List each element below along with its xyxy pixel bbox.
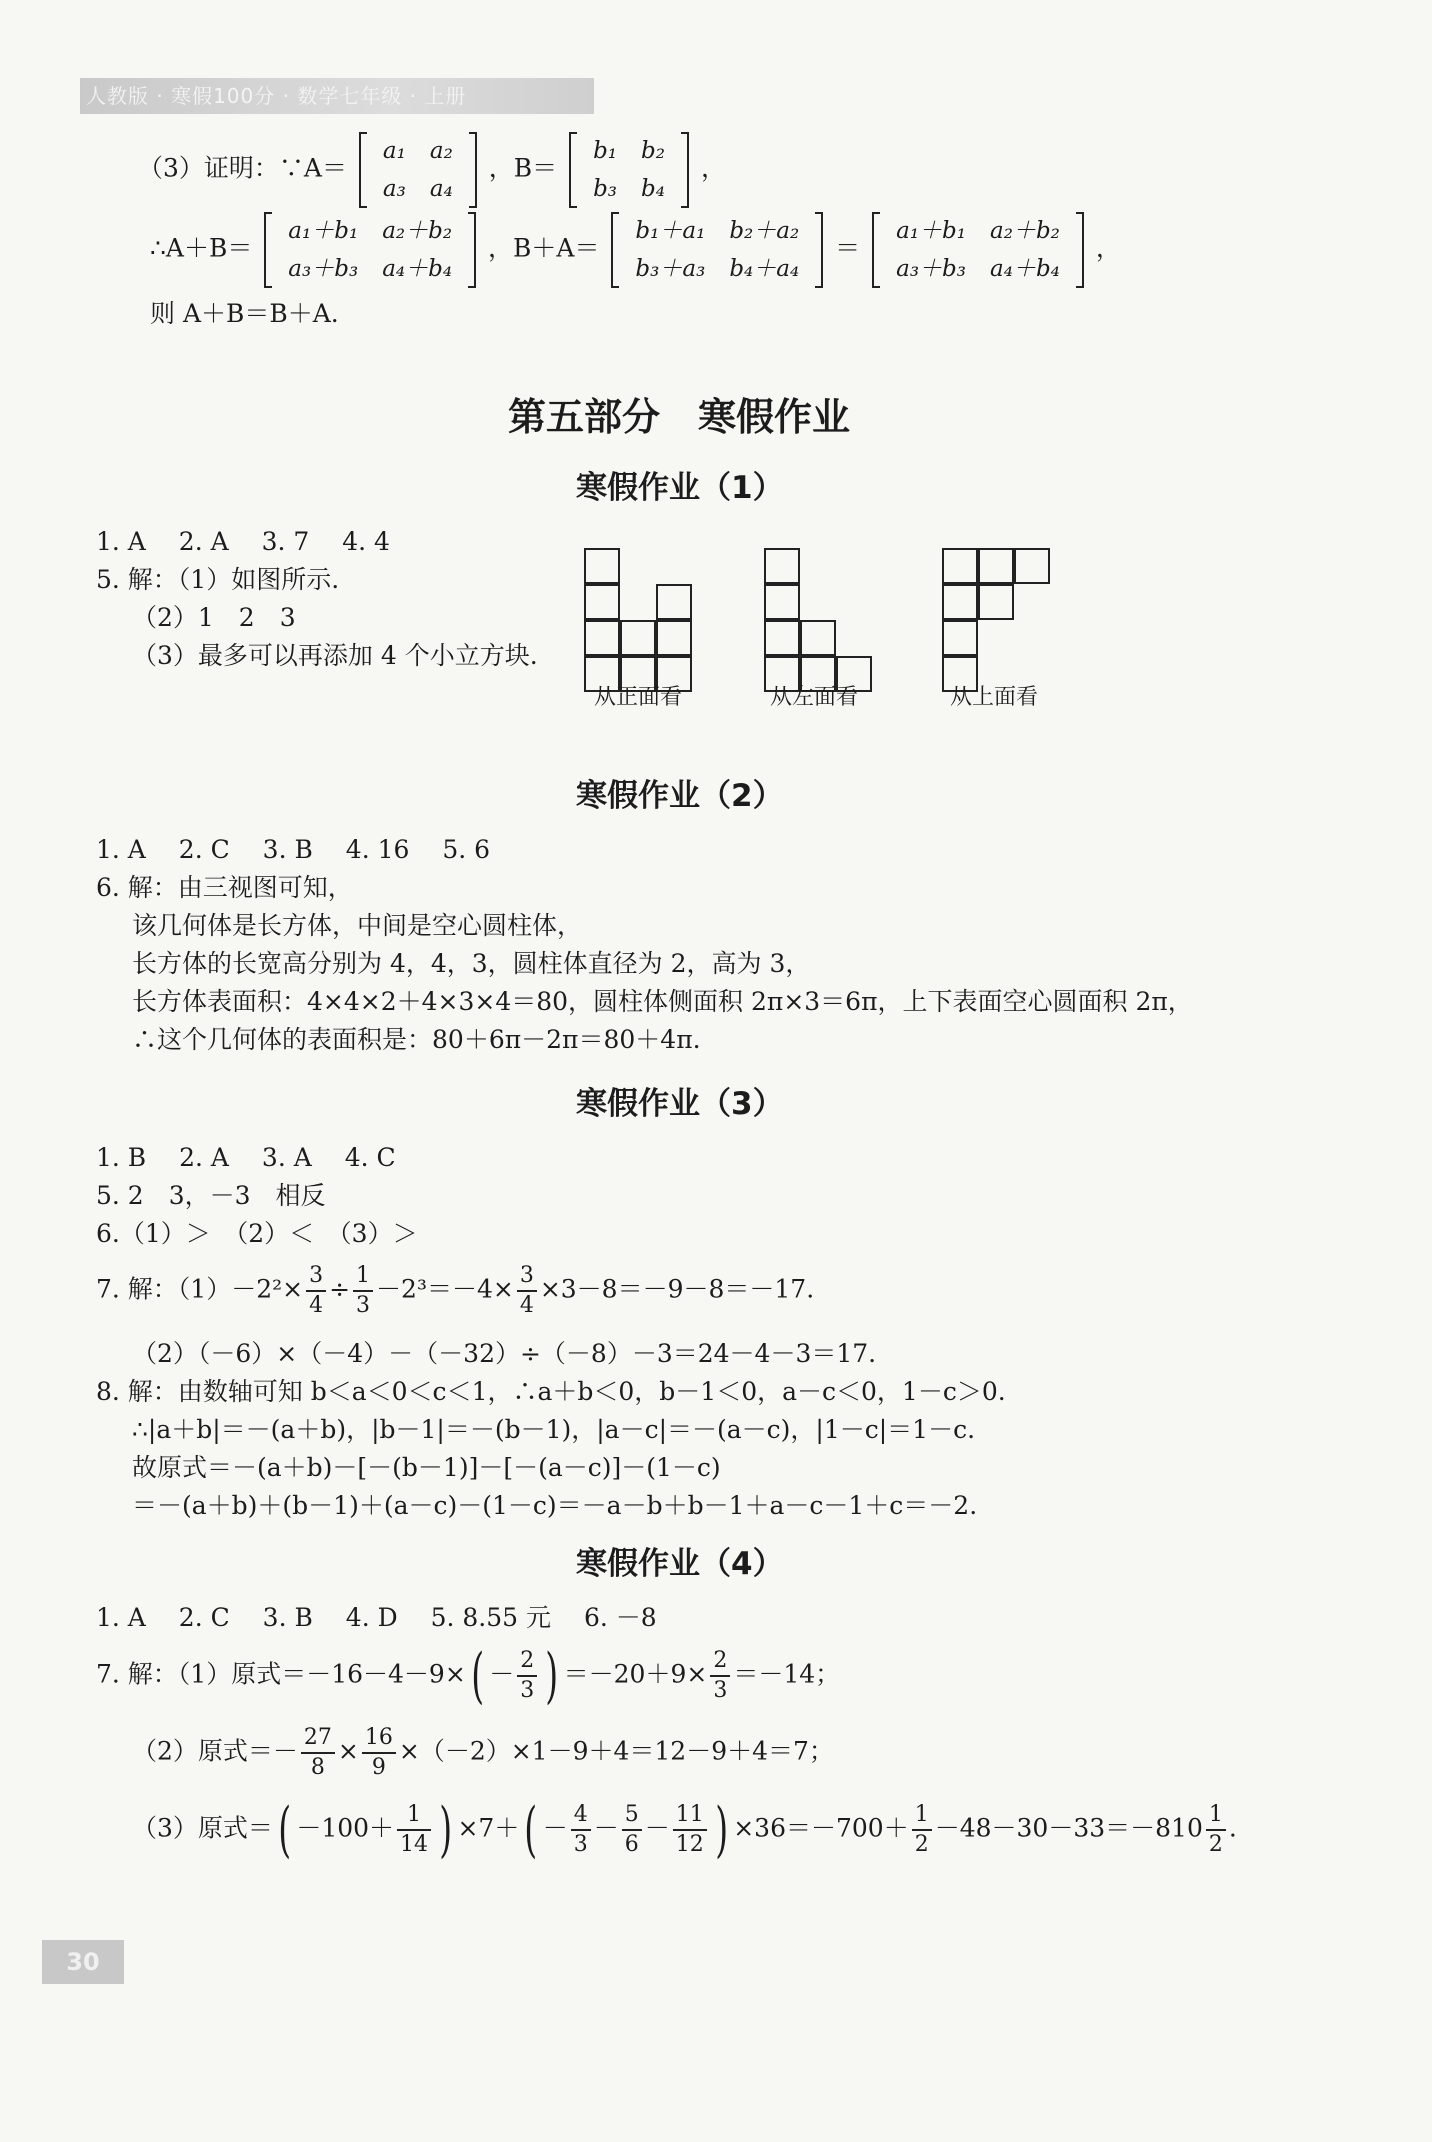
matrix-cell: a₂＋b₂ bbox=[990, 218, 1060, 244]
expr: （3）原式＝ bbox=[132, 1813, 273, 1843]
numerator: 2 bbox=[710, 1647, 730, 1677]
expr: 7. 解：（1）－2²× bbox=[96, 1274, 304, 1304]
denominator: 4 bbox=[519, 1293, 534, 1318]
hw3-q8-1: 8. 解：由数轴可知 b＜a＜0＜c＜1，∴a＋b＜0，b－1＜0，a－c＜0，1－c＞0. bbox=[96, 1377, 1006, 1406]
fraction bbox=[301, 1724, 335, 1782]
matrix-cell: a₄ bbox=[429, 176, 453, 202]
hw1-line-4: （3）最多可以再添加 4 个小立方块. bbox=[132, 641, 538, 670]
fraction bbox=[397, 1801, 431, 1859]
left-paren: ( bbox=[278, 1795, 292, 1865]
expr: －2³＝－4× bbox=[376, 1274, 514, 1304]
proof-sep-b: ，B＝ bbox=[488, 153, 558, 183]
denominator: 4 bbox=[309, 1293, 324, 1318]
expr: ÷ bbox=[329, 1274, 351, 1304]
matrix-cell: a₄＋b₄ bbox=[990, 256, 1060, 282]
fraction bbox=[1206, 1801, 1226, 1859]
hw2-line-1: 1. A 2. C 3. B 4. 16 5. 6 bbox=[96, 835, 491, 864]
expr: － bbox=[542, 1813, 568, 1843]
denominator: 6 bbox=[624, 1832, 639, 1857]
proof-line-1 bbox=[138, 132, 726, 208]
matrix-cell: a₁＋b₁ bbox=[288, 218, 359, 244]
expr: － bbox=[644, 1813, 670, 1843]
proof-line-3: 则 A＋B＝B＋A. bbox=[150, 299, 339, 328]
hw4-line-1: 1. A 2. C 3. B 4. D 5. 8.55 元 6. －8 bbox=[96, 1603, 657, 1632]
numerator: 3 bbox=[517, 1262, 537, 1292]
numerator: 1 bbox=[1206, 1801, 1226, 1831]
expr: ×3－8＝－9－8＝－17. bbox=[539, 1274, 815, 1304]
denominator: 3 bbox=[573, 1832, 588, 1857]
hw3-line-1: 1. B 2. A 3. A 4. C bbox=[96, 1143, 396, 1172]
hw1-line-3: （2）1 2 3 bbox=[132, 603, 296, 632]
hw2-title: 寒假作业（2） bbox=[576, 778, 784, 814]
hw3-q8-2: ∴|a＋b|＝－(a＋b)，|b－1|＝－(b－1)，|a－c|＝－(a－c)，|1－c|＝1－c. bbox=[132, 1415, 976, 1444]
expr: ＝－14； bbox=[733, 1659, 841, 1689]
matrix-result bbox=[872, 212, 1084, 288]
denominator: 2 bbox=[914, 1832, 929, 1857]
fraction bbox=[362, 1724, 396, 1782]
fraction bbox=[517, 1647, 537, 1705]
expr: － bbox=[593, 1813, 619, 1843]
denominator: 3 bbox=[356, 1293, 371, 1318]
numerator: 4 bbox=[571, 1801, 591, 1831]
hw3-q8-3: 故原式＝－(a＋b)－[－(b－1)]－[－(a－c)]－(1－c) bbox=[132, 1453, 721, 1482]
numerator: 1 bbox=[912, 1801, 932, 1831]
fraction bbox=[571, 1801, 591, 1859]
numerator: 1 bbox=[397, 1801, 431, 1831]
matrix-cell: a₃ bbox=[382, 176, 406, 202]
denominator: 8 bbox=[310, 1755, 325, 1780]
matrix-cell: b₃＋a₃ bbox=[635, 256, 706, 282]
hw4-title: 寒假作业（4） bbox=[576, 1546, 784, 1582]
part-title: 第五部分 寒假作业 bbox=[508, 395, 851, 439]
hw3-q8-4: ＝－(a＋b)＋(b－1)＋(a－c)－(1－c)＝－a－b＋b－1＋a－c－1＋c＝－2. bbox=[132, 1491, 978, 1520]
matrix-cell: a₃＋b₃ bbox=[896, 256, 967, 282]
matrix-cell: b₂＋a₂ bbox=[729, 218, 800, 244]
page-number: 30 bbox=[42, 1940, 124, 1984]
fraction bbox=[673, 1801, 707, 1859]
denominator: 3 bbox=[520, 1678, 535, 1703]
proof-eq: ＝ bbox=[835, 233, 861, 263]
hw1-line-2: 5. 解：（1）如图所示. bbox=[96, 565, 340, 594]
hw2-line-4: 长方体的长宽高分别为 4，4，3，圆柱体直径为 2，高为 3， bbox=[132, 949, 811, 978]
expr: －48－30－33＝－810 bbox=[934, 1813, 1203, 1843]
proof-line2-end: ， bbox=[1095, 233, 1121, 263]
numerator: 1 bbox=[353, 1262, 373, 1292]
hw4-q7-1 bbox=[96, 1641, 841, 1711]
matrix-cell: a₁ bbox=[382, 138, 406, 164]
fraction bbox=[517, 1262, 537, 1320]
hw3-line-3: 6.（1）＞ （2）＜ （3）＞ bbox=[96, 1219, 418, 1248]
matrix-cell: a₃＋b₃ bbox=[288, 256, 359, 282]
hw1-line-1: 1. A 2. A 3. 7 4. 4 bbox=[96, 527, 390, 556]
matrix-cell: a₁＋b₁ bbox=[896, 218, 967, 244]
matrix-b bbox=[569, 132, 689, 208]
expr: （2）原式＝－ bbox=[132, 1736, 298, 1766]
caption-front: 从正面看 bbox=[594, 685, 683, 710]
hw4-q7-3 bbox=[132, 1795, 1237, 1865]
numerator: 16 bbox=[362, 1724, 396, 1754]
hw3-q7-1 bbox=[96, 1262, 814, 1320]
matrix-cell: b₂ bbox=[641, 138, 665, 164]
denominator: 9 bbox=[371, 1755, 386, 1780]
numerator: 3 bbox=[306, 1262, 326, 1292]
hw3-line-2: 5. 2 3，－3 相反 bbox=[96, 1181, 326, 1210]
expr: ＝－20＋9× bbox=[563, 1659, 708, 1689]
hw2-line-3: 该几何体是长方体，中间是空心圆柱体， bbox=[132, 911, 583, 940]
matrix-b-plus-a bbox=[611, 212, 823, 288]
denominator: 12 bbox=[675, 1832, 704, 1857]
fraction bbox=[622, 1801, 642, 1859]
fraction bbox=[306, 1262, 326, 1320]
matrix-cell: a₂＋b₂ bbox=[382, 218, 453, 244]
matrix-cell: a₄＋b₄ bbox=[382, 256, 453, 282]
caption-left: 从左面看 bbox=[770, 685, 859, 710]
proof-prefix-2: ∴A＋B＝ bbox=[150, 233, 253, 263]
denominator: 2 bbox=[1208, 1832, 1223, 1857]
expr: － bbox=[489, 1659, 515, 1689]
left-paren: ( bbox=[524, 1795, 538, 1865]
numerator: 2 bbox=[517, 1647, 537, 1677]
numerator: 5 bbox=[622, 1801, 642, 1831]
caption-top: 从上面看 bbox=[950, 685, 1039, 710]
proof-line-2 bbox=[150, 212, 1121, 288]
fraction bbox=[710, 1647, 730, 1705]
proof-prefix: （3）证明：∵A＝ bbox=[138, 153, 347, 183]
expr: ×7＋ bbox=[457, 1813, 520, 1843]
header-band: 人教版 · 寒假100分 · 数学七年级 · 上册 bbox=[80, 78, 594, 114]
hw1-title: 寒假作业（1） bbox=[576, 470, 784, 506]
matrix-cell: b₄ bbox=[641, 176, 665, 202]
proof-line1-end: ， bbox=[700, 153, 726, 183]
matrix-cell: b₁＋a₁ bbox=[635, 218, 706, 244]
matrix-a-plus-b bbox=[264, 212, 476, 288]
fraction bbox=[912, 1801, 932, 1859]
expr: ×36＝－700＋ bbox=[733, 1813, 909, 1843]
expr: . bbox=[1228, 1813, 1237, 1843]
right-paren: ) bbox=[715, 1795, 728, 1865]
right-paren: ) bbox=[545, 1641, 559, 1711]
hw2-line-6: ∴这个几何体的表面积是：80＋6π－2π＝80＋4π. bbox=[132, 1025, 701, 1054]
expr: 7. 解：（1）原式＝－16－4－9× bbox=[96, 1659, 466, 1689]
expr: × bbox=[337, 1736, 359, 1766]
hw3-title: 寒假作业（3） bbox=[576, 1086, 784, 1122]
expr: ×（－2）×1－9＋4＝12－9＋4＝7； bbox=[398, 1736, 834, 1766]
expr: －100＋ bbox=[296, 1813, 395, 1843]
left-paren: ( bbox=[471, 1641, 484, 1711]
hw3-q7-2: （2）（－6）×（－4）－（－32）÷（－8）－3＝24－4－3＝17. bbox=[132, 1339, 877, 1368]
denominator: 14 bbox=[400, 1832, 429, 1857]
hw4-q7-2 bbox=[132, 1724, 834, 1782]
matrix-a bbox=[359, 132, 477, 208]
hw2-line-5: 长方体表面积：4×4×2＋4×3×4＝80，圆柱体侧面积 2π×3＝6π，上下表面空心圆面积 2π， bbox=[132, 987, 1193, 1016]
numerator: 27 bbox=[301, 1724, 335, 1754]
fraction bbox=[353, 1262, 373, 1320]
matrix-cell: b₄＋a₄ bbox=[729, 256, 800, 282]
hw2-line-2: 6. 解：由三视图可知， bbox=[96, 873, 353, 902]
matrix-cell: a₂ bbox=[429, 138, 453, 164]
matrix-cell: b₃ bbox=[593, 176, 618, 202]
numerator: 11 bbox=[673, 1801, 707, 1831]
matrix-cell: b₁ bbox=[593, 138, 618, 164]
proof-sep-b-plus-a: ，B＋A＝ bbox=[488, 233, 600, 263]
right-paren: ) bbox=[439, 1795, 453, 1865]
denominator: 3 bbox=[713, 1678, 728, 1703]
